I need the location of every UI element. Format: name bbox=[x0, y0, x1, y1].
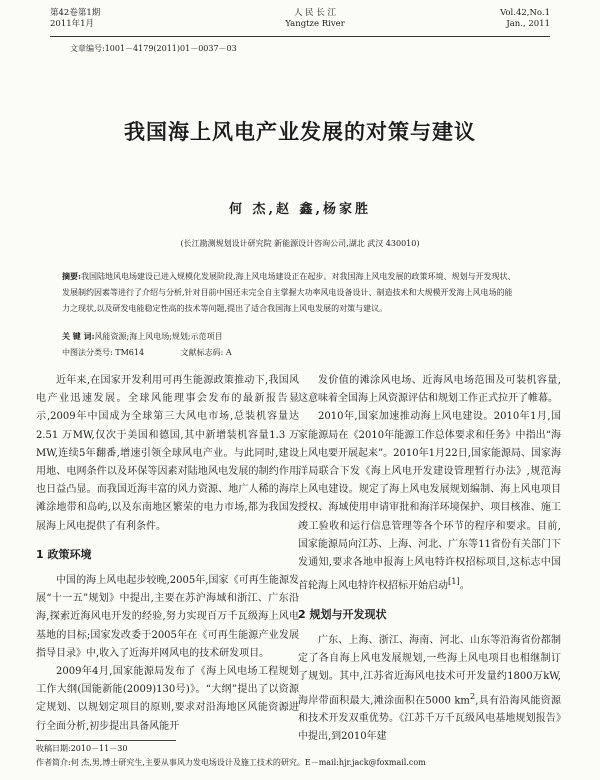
journal-name bbox=[270, 8, 360, 30]
body-paragraph: 2010年,国家加速推动海上风电建设。2010年1月,国家能源局在《2010年能源工作总体要求和任务》中指出“海上风电要开展起来”。2010年1月22日,国家能源局、国家海洋局联合下发《海上风电开发建设管理暂行办法》,规范海上风电建设。规定了海上风电发展规划编制、海上风电项目授权、海域使用申请审批和海洋环境保护、项目核准、施工竣工验收和运行信息管理等各个环节的程序和要求。目前,国家能源局向江苏、上海、河北、广东等11省份有关部门下发通知,要求各地申报海上风电特许权招标项目,这标志中国首轮海上风电特许权招标开始启动[1]。 bbox=[298, 411, 561, 592]
body-paragraph: 中国的海上风电起步较晚,2005年,国家《可再生能源发展“十一五”规划》中提出,主要在苏沪海域和浙江、广东沿海,探索近海风电开发的经验,努力实现百万千瓦级海上风电基地的目标;国家发改委于2005年在《可再生能源产业发展指导目录》中,收入了近海并网风电的技术研发项目。 bbox=[36, 575, 299, 659]
body-text: 广东、上海、浙江、海南、河北、山东等沿海省份都制定了各自海上风电发展规划,一些海上风电项目也相继制订了规划。其中,江苏省近海风电技术可开发量约1800万kW,海岸带面积最大,滩涂面积在5000 km bbox=[298, 634, 561, 706]
keywords-text: 风能资源;海上风电场;规划;示范项目 bbox=[94, 332, 223, 341]
journal-name-cn: 人 民 长 江 bbox=[293, 8, 337, 18]
document-code: 文献标志码: A bbox=[180, 348, 232, 357]
author-affiliation: (长江勘测规划设计研究院 新能源设计咨询公司,湖北 武汉 430010) bbox=[180, 239, 420, 248]
paper-authors: 何 杰,赵 鑫,杨家胜 bbox=[228, 202, 372, 217]
header-rule bbox=[50, 36, 550, 37]
author-bio: 作者简介:何 杰,男,博士研究生,主要从事风力发电场设计及施工技术的研究。E－mail:hjr.jack@foxmail.com bbox=[36, 758, 426, 767]
classification-line bbox=[62, 347, 266, 358]
citation-ref: [1] bbox=[448, 576, 460, 587]
abstract-text: 我国陆地风电场建设已进入规模化发展阶段,海上风电场建设正在起步。对我国海上风电发展的政策环境、规划与开发现状、发展制约因素等进行了介绍与分析,针对目前中国还未完全自主掌握大功率风电设备设计、制造技术和大规模开发海上风电场的能力之现状,以及研发电能稳定性高的技术等问题,提出了适合我国海上风电发展的对策与建议。 bbox=[62, 272, 516, 313]
left-column bbox=[36, 372, 299, 736]
body-paragraph: 近年来,在国家开发利用可再生能源政策推动下,我国风电产业迅速发展。全球风能理事会发布的最新报告显示,2009年中国成为全球第三大风电市场,总装机容量达2.51 万MW,仅次于美国和德国,其中新增装机容量1.3 万MW,连续5年翻番,增速引领全球风电产业。与此同时,建设用地、电网条件以及环保等因素对陆地风电发展的制约作用也日益凸显。而我国近海丰富的风力资源、地广人稀的海岸滩涂地带和岛屿,以及东南地区繁荣的电力市场,都为我国发展海上风电提供了有利条件。 bbox=[36, 375, 299, 532]
superscript-unit: 2 bbox=[469, 690, 476, 701]
body-paragraph: 发价值的滩涂风电场、近海风电场范围及可装机容量,这意味着全国海上风资源评估和规划工作正式拉开了帷幕。 bbox=[298, 375, 561, 405]
journal-issue-en bbox=[500, 8, 550, 30]
issue-date: 2011年1月 bbox=[50, 19, 95, 29]
article-number: 文章编号:1001－4179(2011)01－0037－03 bbox=[70, 44, 237, 53]
journal-name-en: Yangtze River bbox=[285, 19, 345, 29]
journal-header bbox=[0, 8, 600, 38]
clc-number: 中图法分类号: TM614 bbox=[62, 348, 145, 357]
abstract bbox=[62, 268, 520, 317]
section-heading-planning: 2 规划与开发现状 bbox=[298, 607, 387, 621]
issue-date-en: Jan., 2011 bbox=[506, 19, 550, 29]
body-paragraph: 2009年4月,国家能源局发布了《海上风电场工程规划工作大纲(国能新能(2009)130号)》。“大纲”提出了以资源定规划、以规划定项目的原则,要求对沿海地区风能资源进行全面分析,初步提出具备风能开 bbox=[36, 666, 299, 732]
journal-issue bbox=[50, 8, 100, 30]
section-heading-policy: 1 政策环境 bbox=[36, 547, 92, 561]
abstract-label: 摘要: bbox=[62, 271, 81, 281]
keywords bbox=[62, 331, 223, 342]
keywords-label: 关 键 词: bbox=[62, 331, 95, 341]
body-paragraph bbox=[298, 632, 561, 747]
paper-title: 我国海上风电产业发展的对策与建议 bbox=[124, 120, 476, 144]
body-text: 2010年,国家加速推动海上风电建设。2010年1月,国家能源局在《2010年能源工作总体要求和任务》中指出“海上风电要开展起来”。2010年1月22日,国家能源局、国家海洋局联合下发《海上风电开发建设管理暂行办法》,规范海上风电建设。规定了海上风电发展规划编制、海上风电项目授权、海域使用申请审批和海洋环境保护、项目核准、施工竣工验收和运行信息管理等各个环节的程序和要求。目前,国家能源局向江苏、上海、河北、广东等11省份有关部门下发通知,要求各地申报海上风电特许权招标项目,这标志中国首轮海上风电特许权招标开始启动 bbox=[298, 411, 561, 592]
footnote-rule bbox=[36, 740, 176, 741]
issue-volume: 第42卷第1期 bbox=[50, 8, 101, 18]
body-text: ,具有沿海风能资源和技术开发双重优势。《江苏千万千瓦级风电基地规划报告》中提出,到2010年建 bbox=[298, 694, 561, 743]
received-date: 收稿日期:2010－11－30 bbox=[36, 744, 128, 753]
right-column bbox=[298, 372, 561, 747]
issue-volume-en: Vol.42,No.1 bbox=[500, 8, 550, 18]
